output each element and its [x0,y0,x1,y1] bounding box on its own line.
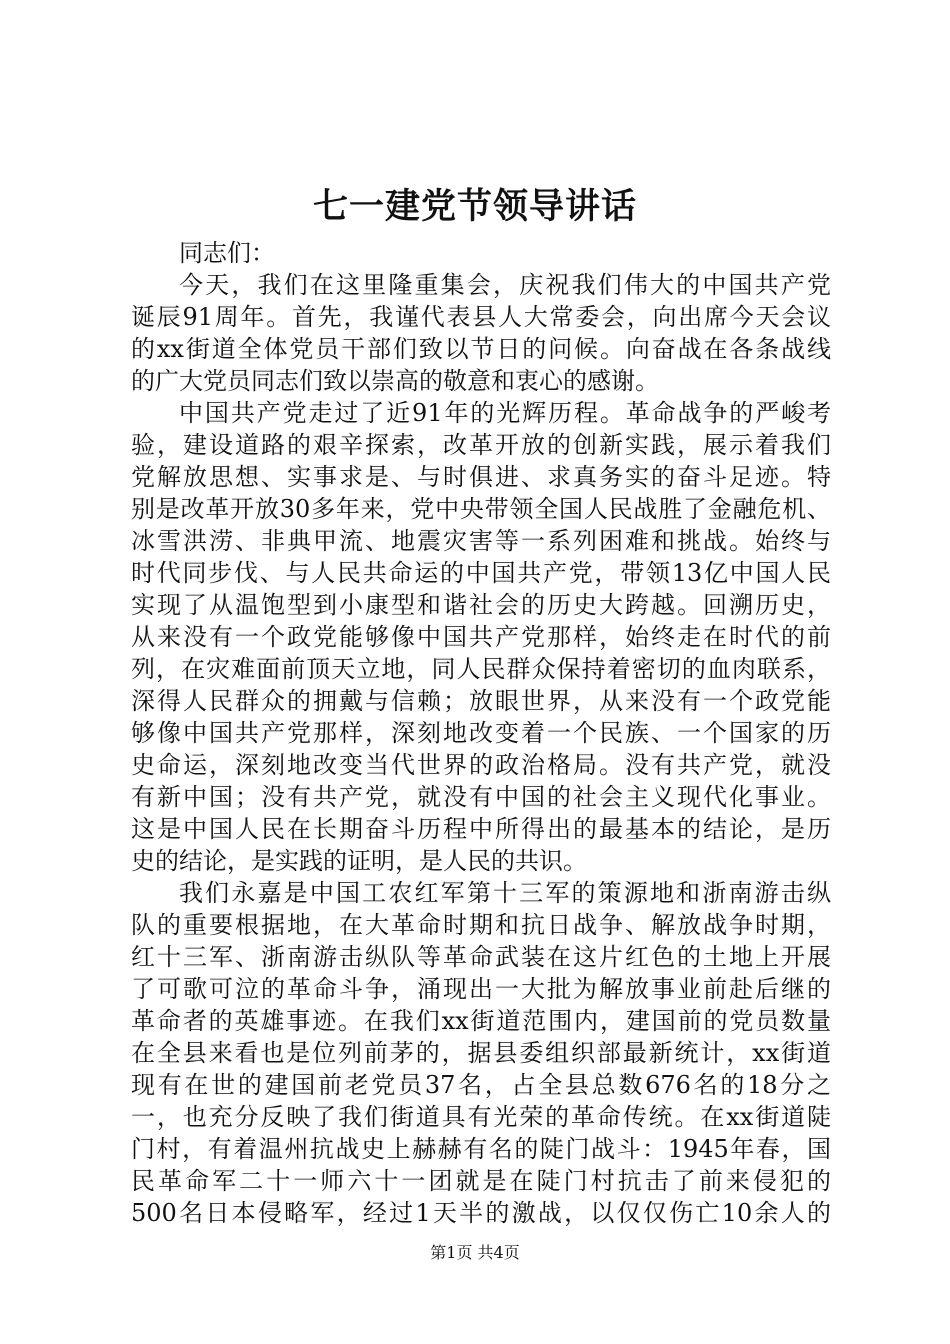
text-line: 别是改革开放30多年来，党中央带领全国人民战胜了金融危机、 [131,495,831,523]
text-line: 同志们： [179,239,275,267]
text-line: 实现了从温饱型到小康型和谐社会的历史大跨越。回溯历史， [131,591,831,619]
text-line: 的xx街道全体党员干部们致以节日的问候。向奋战在各条战线 [131,335,831,363]
document-title: 七一建党节领导讲话 [312,186,637,227]
text-line: 够像中国共产党那样，深刻地改变着一个民族、一个国家的历 [131,719,831,747]
page-footer: 第1页 共4页 [430,1243,520,1262]
document-body [131,237,831,1229]
text-line: 中国共产党走过了近91年的光辉历程。革命战争的严峻考 [179,399,831,427]
text-line: 冰雪洪涝、非典甲流、地震灾害等一系列困难和挑战。始终与 [131,527,831,555]
text-line: 深得人民群众的拥戴与信赖；放眼世界，从来没有一个政党能 [131,687,831,715]
text-line: 革命者的英雄事迹。在我们xx街道范围内，建国前的党员数量 [131,1007,831,1035]
text-line: 了可歌可泣的革命斗争，涌现出一大批为解放事业前赴后继的 [131,975,831,1003]
text-line: 这是中国人民在长期奋斗历程中所得出的最基本的结论，是历 [131,815,831,843]
text-line: 验，建设道路的艰辛探索，改革开放的创新实践，展示着我们 [131,431,831,459]
text-line: 门村，有着温州抗战史上赫赫有名的陡门战斗：1945年春，国 [131,1135,831,1163]
text-line: 有新中国；没有共产党，就没有中国的社会主义现代化事业。 [131,783,831,811]
text-line: 今天，我们在这里隆重集会，庆祝我们伟大的中国共产党 [179,271,831,299]
text-line: 从来没有一个政党能够像中国共产党那样，始终走在时代的前 [131,623,831,651]
text-line: 我们永嘉是中国工农红军第十三军的策源地和浙南游击纵 [179,879,831,907]
text-line: 史命运，深刻地改变当代世界的政治格局。没有共产党，就没 [131,751,831,779]
text-line: 民革命军二十一师六十一团就是在陡门村抗击了前来侵犯的 [131,1167,831,1195]
text-line: 队的重要根据地，在大革命时期和抗日战争、解放战争时期， [131,911,831,939]
text-line: 的广大党员同志们致以崇高的敬意和衷心的感谢。 [131,367,659,395]
text-line: 党解放思想、实事求是、与时俱进、求真务实的奋斗足迹。特 [131,463,831,491]
text-line: 诞辰91周年。首先，我谨代表县人大常委会，向出席今天会议 [131,303,831,331]
text-line: 在全县来看也是位列前茅的，据县委组织部最新统计，xx街道 [131,1039,831,1067]
text-line: 列，在灾难面前顶天立地，同人民群众保持着密切的血肉联系， [131,655,831,683]
text-line: 现有在世的建国前老党员37名，占全县总数676名的18分之 [131,1071,831,1099]
text-line: 一，也充分反映了我们街道具有光荣的革命传统。在xx街道陡 [131,1103,831,1131]
text-line: 红十三军、浙南游击纵队等革命武装在这片红色的土地上开展 [131,943,831,971]
text-line: 500名日本侵略军，经过1天半的激战，以仅仅伤亡10余人的 [131,1199,831,1227]
text-line: 史的结论，是实践的证明，是人民的共识。 [131,847,587,875]
text-line: 时代同步伐、与人民共命运的中国共产党，带领13亿中国人民 [131,559,831,587]
